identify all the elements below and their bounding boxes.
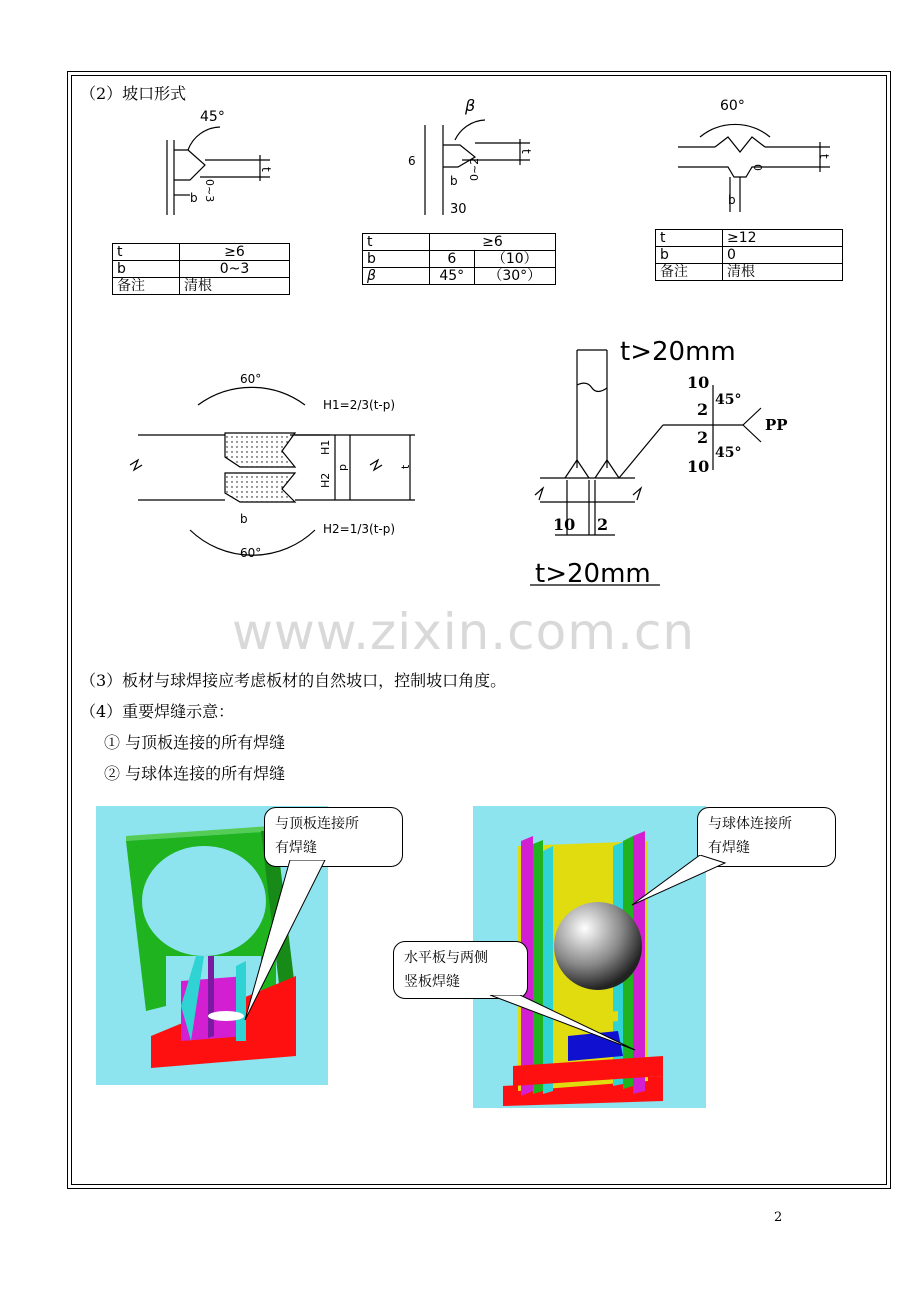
callout-pointer-1: [230, 860, 340, 1025]
beta-label: β: [465, 96, 476, 115]
bevel-diagram-3: [670, 92, 840, 217]
top-thickness-label: t>20mm: [620, 337, 736, 367]
leg-10-bottom: 10: [687, 457, 710, 476]
leg-10-top: 10: [687, 373, 710, 392]
weld-symbol-diagram: [525, 330, 795, 595]
bevel-diagram-2: [400, 95, 540, 220]
b-label: b: [728, 193, 736, 207]
spec-table-2: t ≥6 b 6 （10） β 45° （30°）: [362, 233, 556, 285]
callout-top-plate: 与顶板连接所 有焊缝: [264, 807, 403, 867]
pp-label: PP: [765, 416, 788, 434]
t-dim: t: [399, 464, 412, 469]
angle-label: 45°: [200, 109, 225, 125]
thirty-label: 30: [450, 202, 467, 217]
callout-pointer-2: [630, 855, 730, 910]
bottom-thickness-label: t>20mm: [535, 559, 651, 589]
page-number: 2: [774, 1210, 783, 1225]
bevel-diagram-1: [150, 105, 290, 220]
spec-table-1: t ≥6 b 0~3 备注 清根: [112, 243, 290, 295]
leg-2-bottom: 2: [697, 428, 709, 447]
t-label: t: [519, 149, 533, 154]
callout-pointer-3: [470, 995, 640, 1055]
leg-2-top: 2: [697, 400, 709, 419]
t-label: t: [817, 154, 831, 159]
section4-title: （4）重要焊缝示意：: [80, 702, 235, 721]
h2-formula: H2=1/3(t-p): [323, 522, 396, 536]
h2-dim: H2: [319, 472, 332, 488]
callout-horizontal-plate: 水平板与两侧 竖板焊缝: [393, 941, 528, 999]
section3-text: （3）板材与球焊接应考虑板材的自然坡口，控制坡口角度。: [80, 671, 507, 690]
angle-top-label: 60°: [240, 372, 262, 386]
angle-45-bottom: 45°: [715, 445, 742, 461]
list-item-2: ② 与球体连接的所有焊缝: [104, 764, 286, 783]
h1-formula: H1=2/3(t-p): [323, 398, 396, 412]
b-dim: b: [240, 512, 248, 526]
b-label: b: [190, 191, 198, 205]
callout-sphere: 与球体连接所 有焊缝: [697, 807, 836, 867]
angle-label: 60°: [720, 98, 745, 114]
h1-dim: H1: [319, 439, 332, 455]
double-v-diagram: [120, 365, 430, 565]
zero-label: 0: [751, 164, 764, 171]
gap-label: 0~2: [468, 157, 481, 181]
dim-10-label: 10: [553, 515, 576, 534]
section2-title: （2）坡口形式: [80, 84, 187, 103]
six-label: 6: [408, 154, 416, 168]
angle-bottom-label: 60°: [240, 546, 262, 560]
angle-45-top: 45°: [715, 392, 742, 408]
t-label: t: [259, 167, 273, 172]
watermark: www.zixin.com.cn: [232, 603, 696, 661]
spec-table-3: t ≥12 b 0 备注 清根: [655, 229, 843, 281]
b-label: b: [450, 174, 458, 188]
p-dim: p: [336, 464, 349, 471]
list-item-1: ① 与顶板连接的所有焊缝: [104, 733, 286, 752]
dim-2-label: 2: [597, 515, 609, 534]
gap-label: 0~3: [203, 179, 216, 203]
